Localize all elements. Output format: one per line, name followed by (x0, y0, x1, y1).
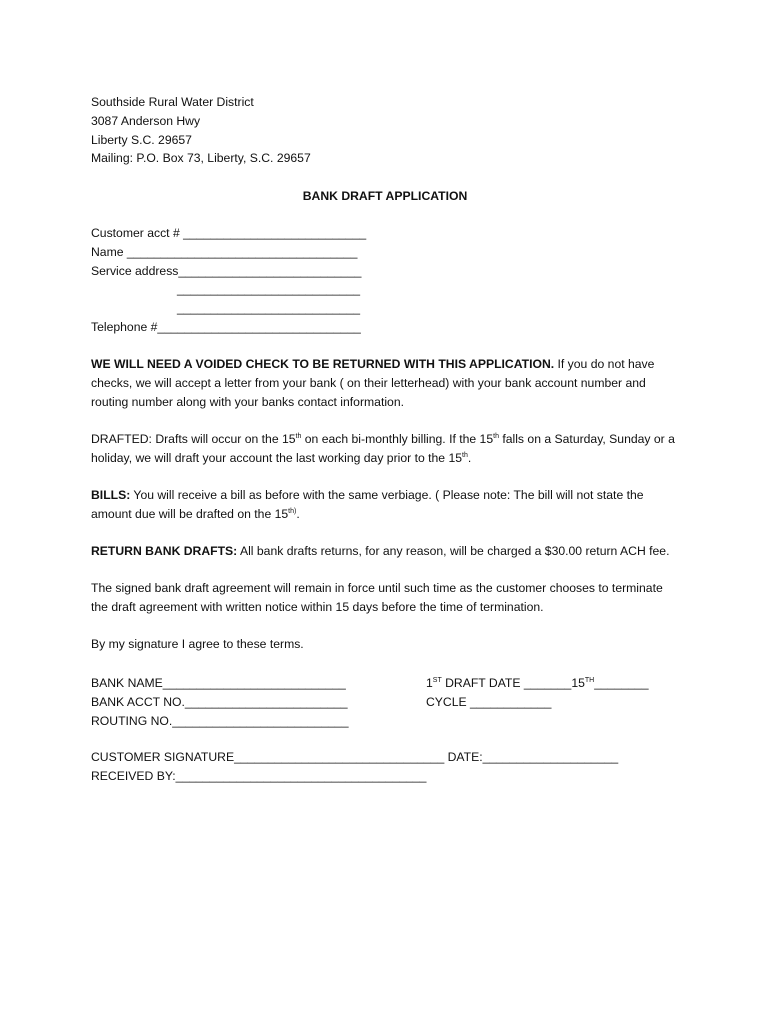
voided-check-notice: WE WILL NEED A VOIDED CHECK TO BE RETURNED WITH THIS APPLICATION. (91, 357, 555, 371)
bank-acct-field: BANK ACCT NO.________________________ (91, 694, 348, 709)
draft-text-1: 1 (426, 676, 433, 690)
voided-check-paragraph (91, 355, 678, 411)
document-title: BANK DRAFT APPLICATION (302, 189, 468, 203)
drafted-text-4: . (467, 450, 472, 465)
address-line-4: Mailing: P.O. Box 73, Liberty, S.C. 29657 (91, 151, 311, 166)
first-draft-date-field (426, 674, 648, 693)
bills-text-2: . (296, 506, 300, 521)
routing-field: ROUTING NO.__________________________ (91, 713, 349, 728)
drafted-sup-2: th (493, 433, 499, 440)
signature-date-field: DATE:____________________ (447, 750, 619, 764)
customer-info-section (91, 224, 678, 337)
service-address-line-2: ___________________________ (177, 282, 361, 297)
bills-text-1: You will receive a bill as before with the same verbiage. ( Please note: The bill will not state the amount due will be drafted on the 15 (91, 488, 644, 521)
customer-signature-field (91, 748, 618, 767)
consent-paragraph (91, 635, 678, 654)
bills-paragraph (91, 486, 678, 524)
telephone-field: Telephone #______________________________ (91, 319, 361, 334)
sender-address (91, 93, 678, 168)
draft-sup-1: ST (432, 677, 442, 684)
drafted-paragraph (91, 430, 678, 468)
drafted-text-2: on each bi-monthly billing. If the 15 (301, 432, 494, 446)
drafted-sup-1: th (295, 433, 302, 440)
received-by-field: RECEIVED BY:_____________________________________ (91, 768, 427, 783)
cycle-field: CYCLE ____________ (426, 694, 552, 709)
draft-info-column (426, 674, 648, 712)
draft-text-3: ________ (594, 676, 649, 690)
drafted-sup-3: th (462, 451, 468, 459)
address-line-1: Southside Rural Water District (91, 95, 254, 109)
drafted-text-3: falls on a Saturday, Sunday or a holiday, we will draft your account the last working day prior to the 15 (91, 432, 675, 465)
return-drafts-paragraph (91, 542, 678, 561)
customer-acct-field: Customer acct # ___________________________ (91, 226, 367, 240)
draft-text-2: DRAFT DATE _______15 (441, 676, 585, 690)
address-line-3: Liberty S.C. 29657 (91, 132, 192, 147)
bills-label: BILLS: (91, 488, 131, 502)
voided-check-text: If you do not have checks, we will accept a letter from your bank ( on their letterhead) with your bank account number and routing number along with your banks contact information. (91, 357, 655, 409)
signature-section (91, 748, 618, 786)
bank-name-field: BANK NAME___________________________ (91, 676, 346, 690)
agreement-paragraph (91, 579, 678, 617)
address-line-2: 3087 Anderson Hwy (91, 113, 201, 128)
return-drafts-text: All bank drafts returns, for any reason, will be charged a $30.00 return ACH fee. (237, 544, 670, 558)
return-drafts-label: RETURN BANK DRAFTS: (91, 544, 238, 558)
bank-info-column (91, 674, 348, 730)
service-address-field: Service address___________________________ (91, 263, 362, 278)
customer-signature-line: CUSTOMER SIGNATURE_______________________________ (91, 750, 445, 764)
bills-sup: th) (288, 507, 297, 515)
consent-text: By my signature I agree to these terms. (91, 637, 304, 651)
service-address-line-3: ___________________________ (177, 301, 361, 316)
agreement-text: The signed bank draft agreement will remain in force until such time as the customer chooses to terminate the draft agreement with written notice within 15 days before the time of termination. (91, 581, 663, 614)
drafted-text-1: DRAFTED: Drafts will occur on the 15 (91, 432, 296, 446)
draft-sup-2: TH (584, 677, 595, 684)
name-field: Name __________________________________ (91, 244, 358, 259)
